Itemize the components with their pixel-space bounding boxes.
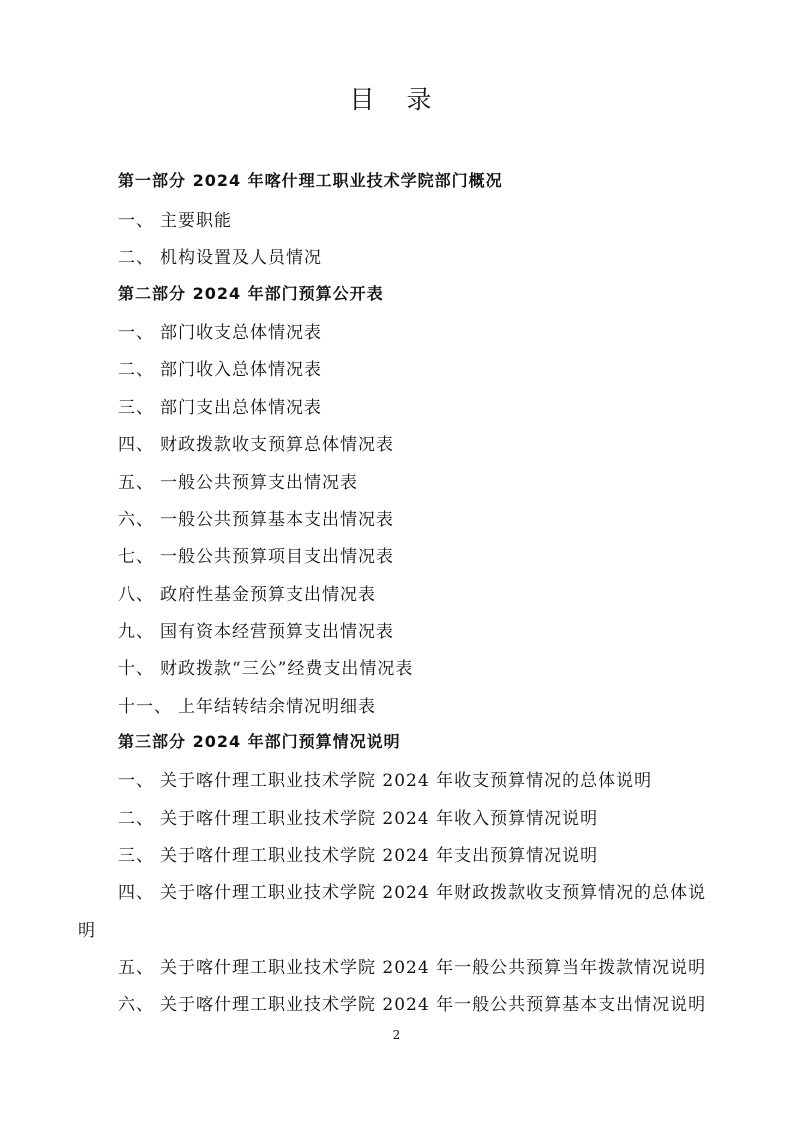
toc-item [118,243,793,268]
item-number: 二、 [118,809,154,829]
item-number: 六、 [118,510,154,530]
item-number: 九、 [118,622,154,642]
item-text: 部门收入总体情况表 [160,360,322,380]
item-number: 一、 [118,323,154,343]
item-number: 三、 [118,846,154,866]
item-text: 部门支出总体情况表 [160,398,322,418]
part3-heading: 第三部分 2024 年部门预算情况说明 [118,732,401,751]
toc-item [118,355,793,380]
item-text: 机构设置及人员情况 [160,248,322,268]
item-text: 财政拨款“三公”经费支出情况表 [160,659,414,679]
part2-heading: 第二部分 2024 年部门预算公开表 [118,284,384,303]
item-text: 关于喀什理工职业技术学院 2024 年一般公共预算当年拨款情况说明 [160,958,707,978]
item-number: 十一、 [118,697,172,717]
item-text: 上年结转结余情况明细表 [178,697,376,717]
toc-item [118,692,793,717]
toc-item-continuation: 明 [78,921,96,941]
item-text: 关于喀什理工职业技术学院 2024 年收入预算情况说明 [160,809,599,829]
item-text: 关于喀什理工职业技术学院 2024 年支出预算情况说明 [160,846,599,866]
item-text: 关于喀什理工职业技术学院 2024 年财政拨款收支预算情况的总体说 [160,883,707,903]
item-number: 五、 [118,473,154,493]
toc-item [118,505,793,530]
item-number: 四、 [118,435,154,455]
toc-item [118,617,793,642]
item-text: 一般公共预算支出情况表 [160,473,358,493]
item-text: 政府性基金预算支出情况表 [160,585,376,605]
toc-item [118,654,793,679]
item-text: 财政拨款收支预算总体情况表 [160,435,394,455]
toc-item [118,393,793,418]
item-text: 部门收支总体情况表 [160,323,322,343]
toc-item [118,318,793,343]
page-number: 2 [392,1028,401,1042]
item-text: 关于喀什理工职业技术学院 2024 年一般公共预算基本支出情况说明 [160,995,707,1015]
toc-item [118,841,793,866]
item-number: 二、 [118,360,154,380]
part1-heading: 第一部分 2024 年喀什理工职业技术学院部门概况 [118,171,503,190]
item-text: 国有资本经营预算支出情况表 [160,622,394,642]
toc-item [118,542,793,567]
item-number: 三、 [118,398,154,418]
toc-item [118,878,793,903]
item-number: 七、 [118,547,154,567]
toc-item [118,766,793,791]
item-number: 五、 [118,958,154,978]
toc-item [118,990,793,1015]
item-text: 主要职能 [160,211,232,231]
item-text: 一般公共预算项目支出情况表 [160,547,394,567]
toc-item [118,953,793,978]
toc-item [118,206,793,231]
item-number: 十、 [118,659,154,679]
item-number: 一、 [118,211,154,231]
toc-item [118,430,793,455]
item-number: 一、 [118,771,154,791]
item-number: 四、 [118,883,154,903]
item-text: 一般公共预算基本支出情况表 [160,510,394,530]
toc-item [118,804,793,829]
item-number: 六、 [118,995,154,1015]
item-text: 关于喀什理工职业技术学院 2024 年收支预算情况的总体说明 [160,771,653,791]
toc-item [118,468,793,493]
toc-item [118,580,793,605]
item-number: 八、 [118,585,154,605]
toc-title: 目 录 [349,85,444,114]
item-number: 二、 [118,248,154,268]
